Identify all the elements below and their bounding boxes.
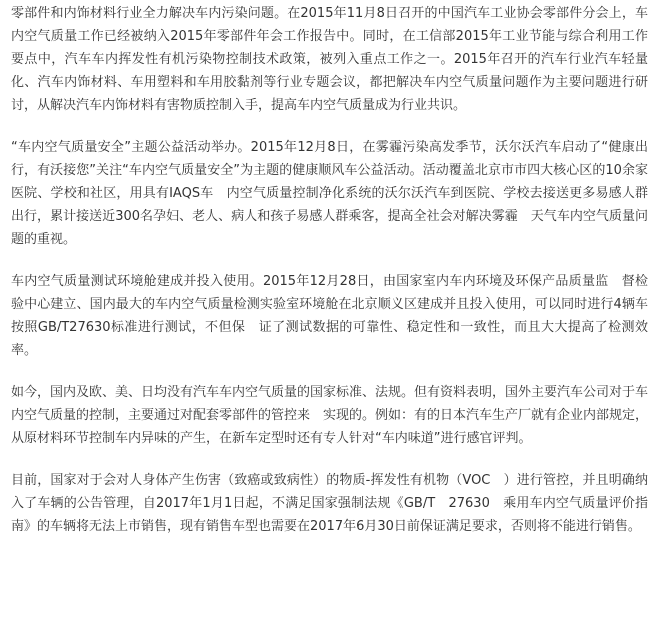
paragraph-industry: 零部件和内饰材料行业全力解决车内污染问题。在2015年11月8日召开的中国汽车工业协会零部件分会上，车内空气质量工作已经被纳入2015年零部件年会工作报告中。同时，在工信部2015年工业节能与综合利用工作要点中，汽车车内挥发性有机污染物控制技术政策，被列入重点工作之一。2015年召开的汽车行业汽车轻量化、汽车内饰材料、车用塑料和车用胶黏剂等行业专题会议，都把解决车内空气质量问题作为主要问题进行研讨，从解决汽车内饰材料有害物质控制入手，提高车内空气质量成为行业共识。 bbox=[11, 6, 648, 113]
article-body bbox=[11, 2, 648, 538]
paragraph-public-campaign: “车内空气质量安全”主题公益活动举办。2015年12月8日，在雾霾污染高发季节，沃尔沃汽车启动了“健康出行，有沃接您”关注“车内空气质量安全”为主题的健康顺风车公益活动。活动覆盖北京市市四大核心区的10余家医院、学校和社区，用具有IAQS车 内空气质量控制净化系统的沃尔沃汽车到医院、学校去接送更多易感人群出行，累计接送近300名孕妇、老人、病人和孩子易感人群乘客，提高全社会对解决雾霾 天气车内空气质量问题的重视。 bbox=[11, 140, 648, 247]
paragraph-standards: 如今，国内及欧、美、日均没有汽车车内空气质量的国家标准、法规。但有资料表明，国外主要汽车公司对于车内空气质量的控制，主要通过对配套零部件的管控来 实现的。例如：有的日本汽车生产厂就有企业内部规定，从原材料环节控制车内异味的产生，在新车定型时还有专人针对“车内味道”进行感官评判。 bbox=[11, 385, 649, 446]
paragraph-regulation: 目前，国家对于会对人身体产生伤害（致癌或致病性）的物质-挥发性有机物（VOC ）进行管控，并且明确纳入了车辆的公告管理，自2017年1月1日起，不满足国家强制法规《GB/T 27630 乘用车内空气质量评价指南》的车辆将无法上市销售，现有销售车型也需要在2017年6月30日前保证满足要求，否则将不能进行销售。 bbox=[11, 473, 648, 534]
paragraph-test-chamber: 车内空气质量测试环境舱建成并投入使用。2015年12月28日，由国家室内车内环境及环保产品质量监 督检验中心建立、国内最大的车内空气质量检测实验室环境舱在北京顺义区建成并且投入使用，可以同时进行4辆车按照GB/T27630标准进行测试，不但保 证了测试数据的可靠性、稳定性和一致性，而且大大提高了检测效率。 bbox=[11, 274, 648, 358]
